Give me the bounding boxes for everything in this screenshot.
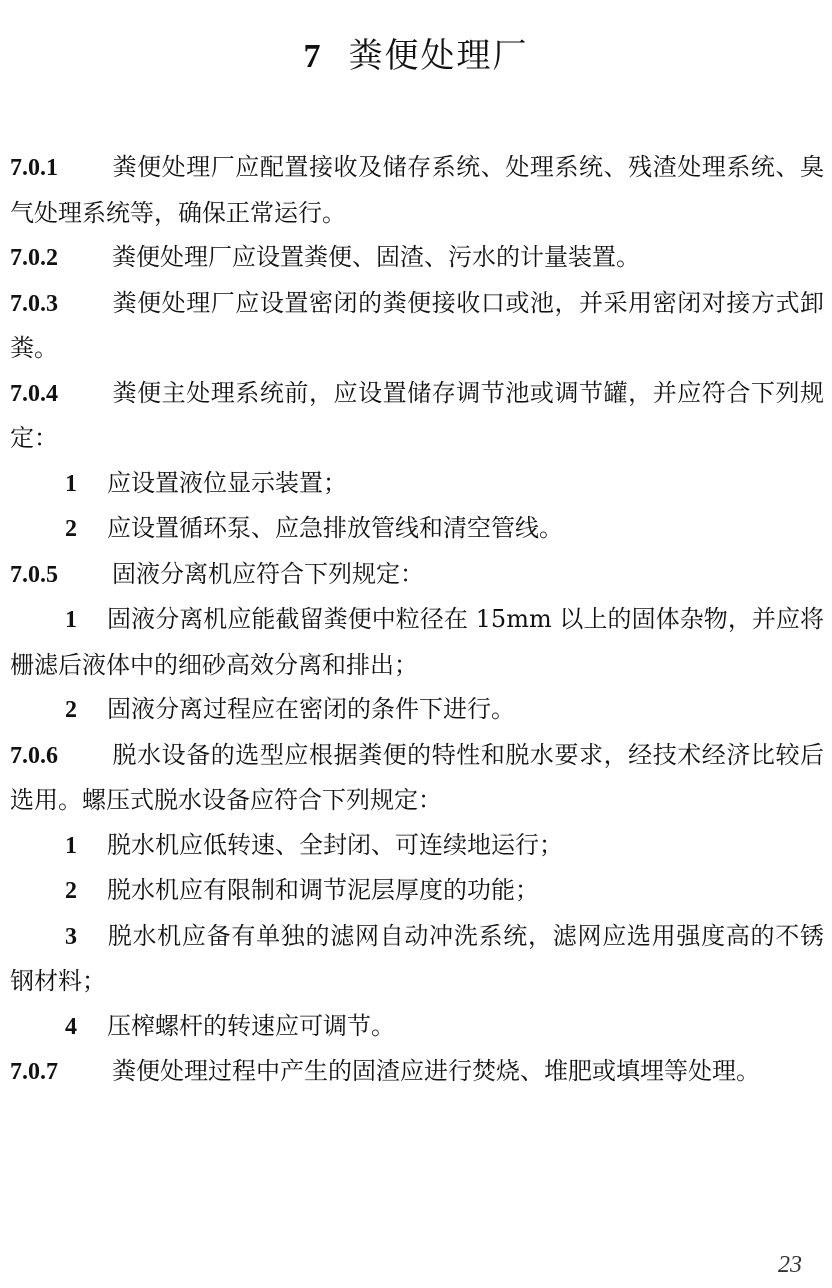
clause-item bbox=[10, 823, 824, 869]
item-text: 应设置循环泵、应急排放管线和清空管线。 bbox=[107, 514, 563, 542]
clause-number: 7.0.6 bbox=[10, 742, 58, 769]
clause-item bbox=[10, 506, 824, 552]
clause-text: 脱水设备的选型应根据粪便的特性和脱水要求，经技术经济比较后选用。螺压式脱水设备应符合下列规定： bbox=[10, 740, 824, 814]
item-number: 2 bbox=[65, 516, 77, 542]
item-text: 脱水机应有限制和调节泥层厚度的功能； bbox=[107, 876, 539, 904]
clause-item bbox=[10, 461, 824, 507]
chapter-number: 7 bbox=[303, 38, 323, 75]
clause-text: 粪便处理过程中产生的固渣应进行焚烧、堆肥或填埋等处理。 bbox=[112, 1057, 760, 1085]
chapter-title: 粪便处理厂 bbox=[348, 36, 529, 76]
clause-7-0-1 bbox=[10, 145, 824, 235]
clause-7-0-4 bbox=[10, 371, 824, 461]
clause-number: 7.0.7 bbox=[10, 1059, 58, 1085]
item-text: 应设置液位显示装置； bbox=[107, 468, 347, 497]
item-number: 3 bbox=[65, 923, 77, 950]
page-number: 23 bbox=[778, 1252, 802, 1278]
chapter-heading bbox=[0, 30, 832, 83]
clause-item bbox=[10, 1004, 824, 1050]
clause-item bbox=[10, 914, 824, 1004]
clause-text: 粪便处理厂应配置接收及储存系统、处理系统、残渣处理系统、臭气处理系统等，确保正常运行。 bbox=[10, 153, 824, 227]
clause-text: 粪便主处理系统前，应设置储存调节池或调节罐，并应符合下列规定： bbox=[10, 378, 824, 452]
clause-item bbox=[10, 868, 824, 914]
clause-item bbox=[10, 597, 824, 687]
item-text: 固液分离机应能截留粪便中粒径在 15mm 以上的固体杂物，并应将栅滤后液体中的细砂高效分离和排出； bbox=[10, 605, 824, 679]
clause-7-0-6 bbox=[10, 733, 824, 823]
clause-list bbox=[10, 145, 824, 1095]
item-number: 1 bbox=[65, 470, 77, 497]
clause-7-0-2 bbox=[10, 235, 824, 281]
clause-number: 7.0.2 bbox=[10, 245, 58, 271]
clause-number: 7.0.5 bbox=[10, 561, 58, 588]
clause-number: 7.0.4 bbox=[10, 380, 58, 407]
item-number: 1 bbox=[65, 832, 77, 859]
clause-7-0-5 bbox=[10, 552, 824, 598]
item-number: 1 bbox=[65, 607, 77, 633]
item-text: 脱水机应低转速、全封闭、可连续地运行； bbox=[107, 830, 563, 859]
item-text: 脱水机应备有单独的滤网自动冲洗系统，滤网应选用强度高的不锈钢材料； bbox=[10, 921, 824, 995]
item-number: 4 bbox=[65, 1013, 77, 1040]
item-text: 固液分离过程应在密闭的条件下进行。 bbox=[107, 695, 515, 723]
clause-text: 粪便处理厂应设置粪便、固渣、污水的计量装置。 bbox=[112, 243, 640, 271]
item-number: 2 bbox=[65, 878, 77, 904]
clause-7-0-7 bbox=[10, 1049, 824, 1095]
item-text: 压榨螺杆的转速应可调节。 bbox=[107, 1011, 395, 1040]
clause-text: 固液分离机应符合下列规定： bbox=[112, 559, 424, 588]
clause-item bbox=[10, 687, 824, 733]
item-number: 2 bbox=[65, 697, 77, 723]
clause-7-0-3 bbox=[10, 281, 824, 371]
clause-number: 7.0.1 bbox=[10, 155, 58, 181]
clause-number: 7.0.3 bbox=[10, 290, 58, 317]
clause-text: 粪便处理厂应设置密闭的粪便接收口或池，并采用密闭对接方式卸粪。 bbox=[10, 288, 824, 362]
